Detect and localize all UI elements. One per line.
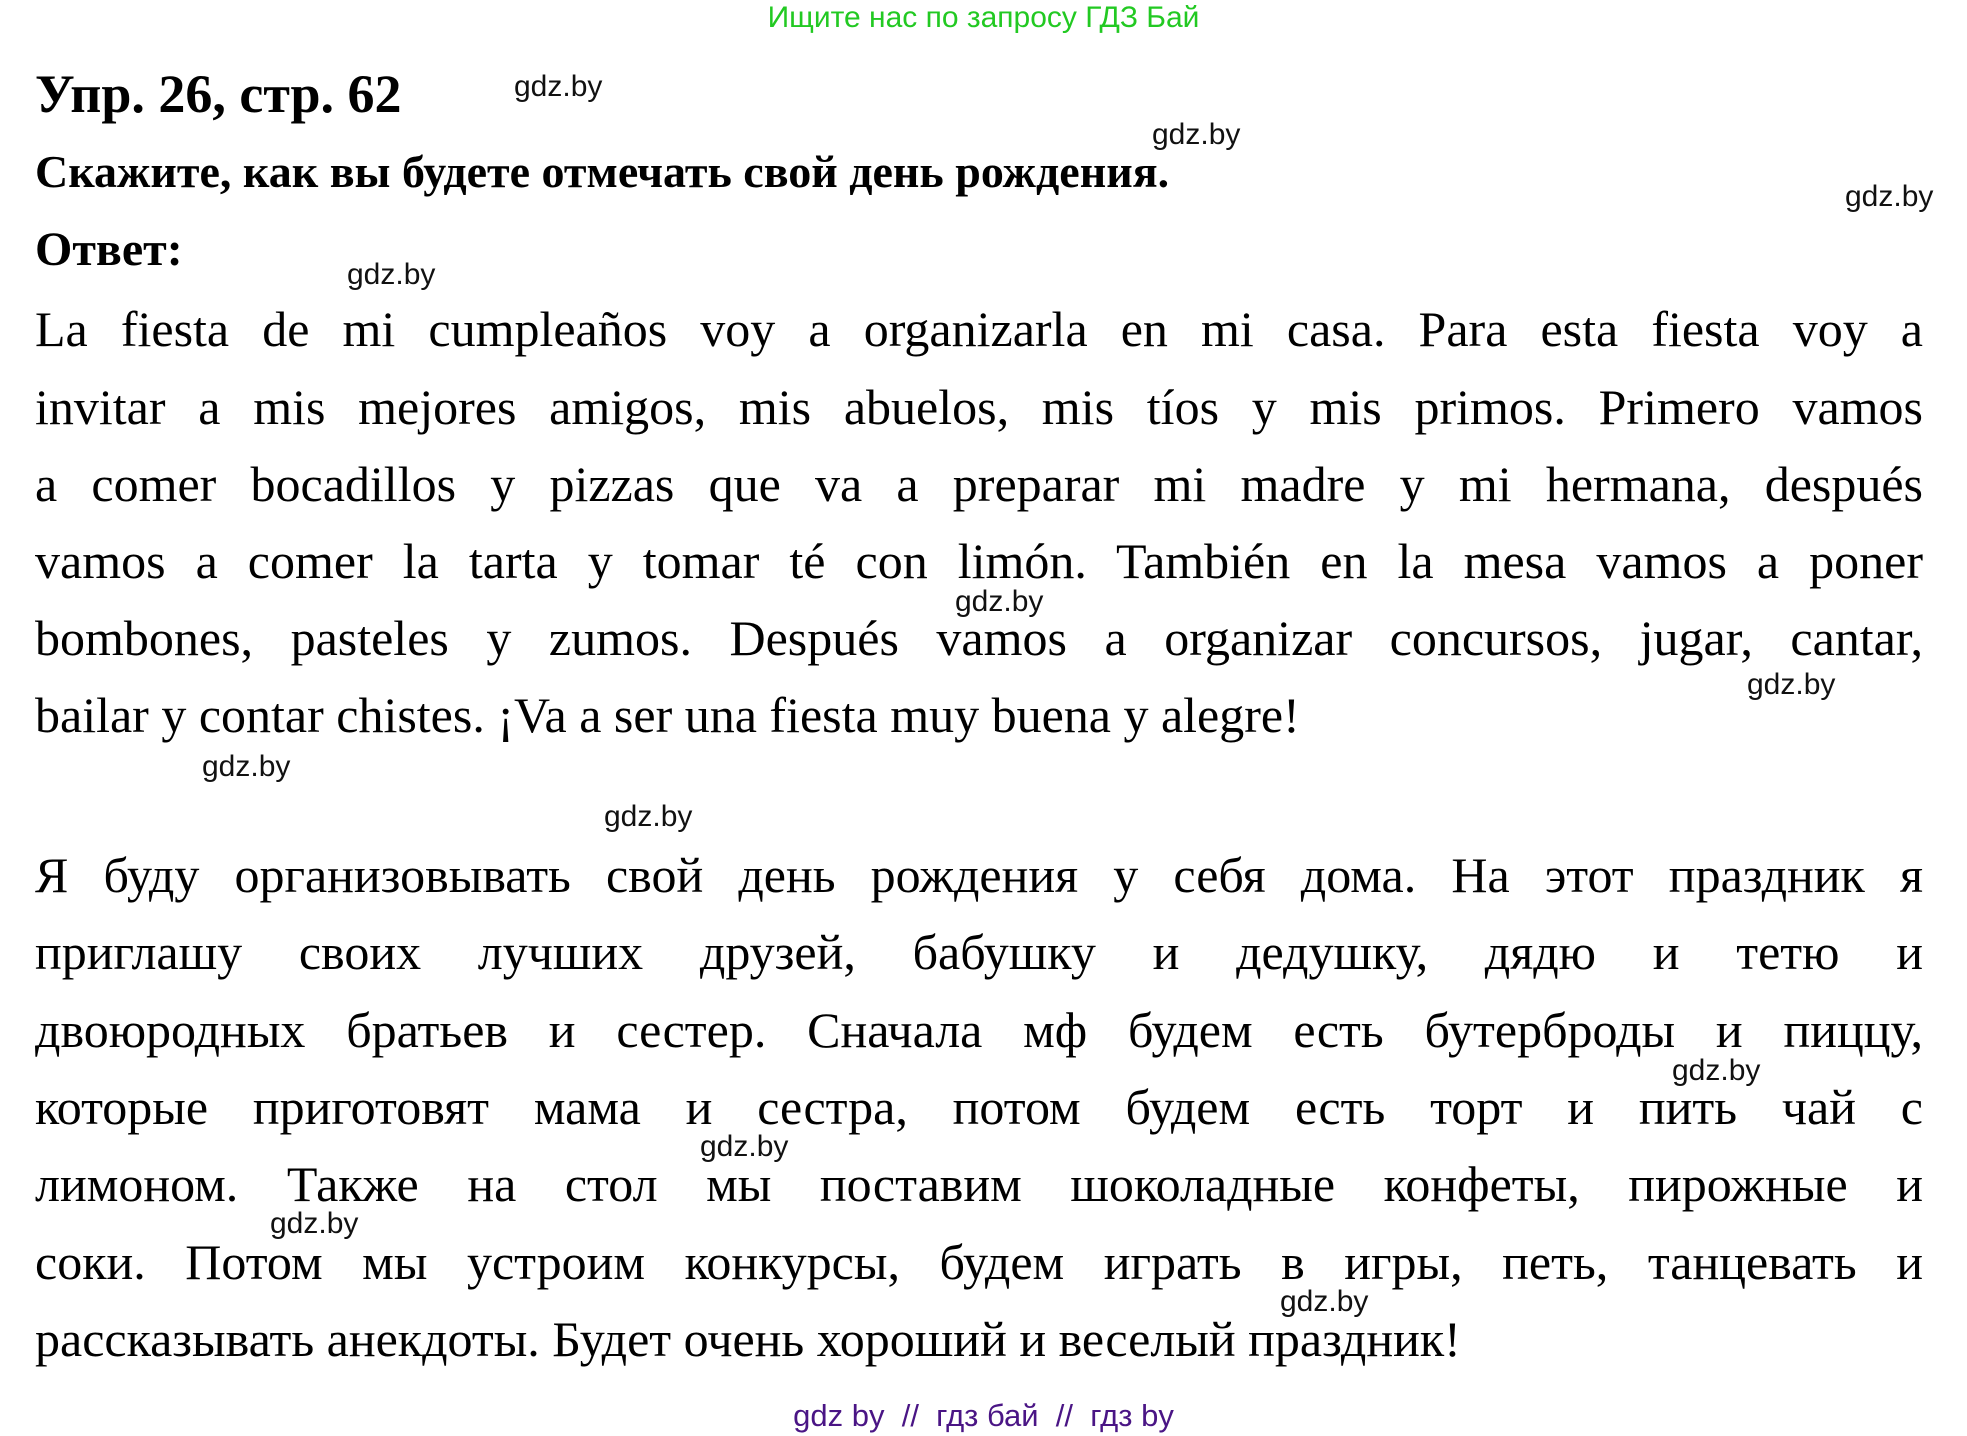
watermark: gdz.by [604,800,693,833]
watermark: gdz.by [1747,668,1836,701]
spanish-line: bombones, pasteles y zumos. Después vamos a organizar concursos, jugar, cantar, [35,610,1923,666]
russian-line: Я буду организовывать свой день рождения у себя дома. На этот праздник я [35,847,1923,903]
spanish-line: a comer bocadillos y pizzas que va a preparar mi madre y mi hermana, después [35,456,1923,512]
russian-line: приглашу своих лучших друзей, бабушку и дедушку, дядю и тетю и [35,924,1923,980]
watermark: gdz.by [270,1207,359,1240]
spanish-line: vamos a comer la tarta y tomar té con limón. También en la mesa vamos a poner [35,533,1923,589]
watermark: gdz.by [1845,180,1934,213]
watermark: gdz.by [1280,1285,1369,1318]
watermark: gdz.by [347,258,436,291]
watermark: gdz.by [955,585,1044,618]
russian-line: которые приготовят мама и сестра, потом будем есть торт и пить чай с [35,1079,1923,1135]
russian-line: двоюродных братьев и сестер. Сначала мф будем есть бутерброды и пиццу, [35,1002,1923,1058]
exercise-question: Скажите, как вы будете отмечать свой день рождения. [35,146,1170,197]
watermark: gdz.by [514,70,603,103]
answer-label: Ответ: [35,223,183,276]
spanish-line: La fiesta de mi cumpleaños voy a organizarla en mi casa. Para esta fiesta voy a [35,301,1923,357]
russian-line: рассказывать анекдоты. Будет очень хороший и веселый праздник! [35,1311,1461,1367]
russian-line: соки. Потом мы устроим конкурсы, будем играть в игры, петь, танцевать и [35,1234,1923,1290]
watermark: gdz.by [1672,1054,1761,1087]
footer-links[interactable]: gdz by // гдз бай // гдз by [793,1398,1174,1433]
russian-line: лимоном. Также на стол мы поставим шоколадные конфеты, пирожные и [35,1156,1923,1212]
watermark: gdz.by [1152,118,1241,151]
watermark: gdz.by [202,750,291,783]
spanish-line: invitar a mis mejores amigos, mis abuelos, mis tíos y mis primos. Primero vamos [35,379,1923,435]
exercise-title: Упр. 26, стр. 62 [35,64,402,124]
search-banner-link[interactable]: Ищите нас по запросу ГДЗ Бай [767,1,1200,34]
spanish-line: bailar y contar chistes. ¡Va a ser una fiesta muy buena y alegre! [35,687,1300,743]
watermark: gdz.by [700,1130,789,1163]
